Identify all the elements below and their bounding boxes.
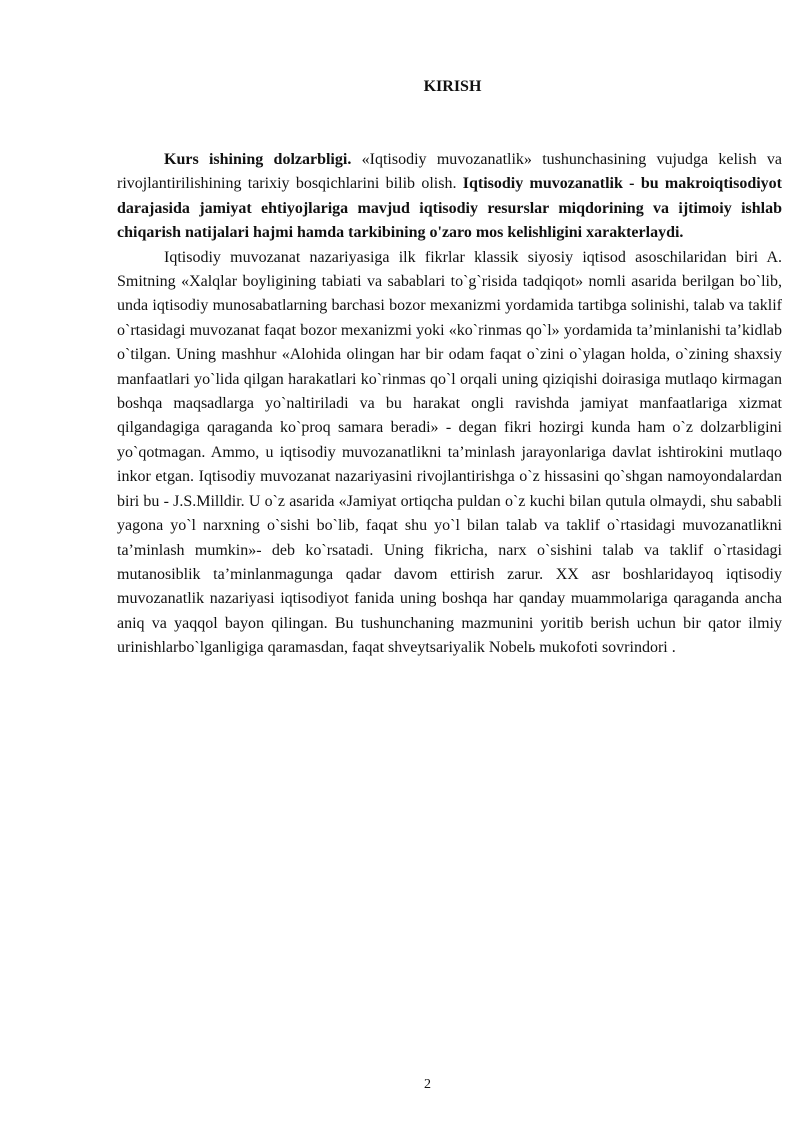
paragraph-relevance [117,148,782,246]
page-title: KIRISH [423,78,482,95]
relevance-text: «Iqtisodiy muvozanatlik» tushunchasining vujudga kelish va rivojlantirilishining tarixiy bosqichlarini bilib olish. [117,151,782,193]
page-number: 2 [424,1077,431,1092]
paragraph-theory: Iqtisodiy muvozanat nazariyasiga ilk fikrlar klassik siyosiy iqtisod asoschilaridan biri A. Smitning «Xalqlar boyligining tabiati va sabablari to`g`risida tadqiqot» nomli asarida berilgan bo`lib, unda iqtisodiy munosabatlarning barchasi bozor mexanizmi yordamida tartibga solinishi, talab va taklif o`rtasidagi muvozanat faqat bozor mexanizmi yoki «ko`rinmas qo`l» yordamida ta’minlanishi ta’kidlab o`tilgan. Uning mashhur «Alohida olingan har bir odam faqat o`zini o`ylagan holda, o`zining shaxsiy manfaatlari yo`lida qilgan harakatlari ko`rinmas qo`l orqali uning qiziqishi doirasiga mutlaqo kirmagan boshqa maqsadlarga yo`naltiriladi va bu harakat ongli ravishda jamiyat manfaatlariga xizmat qilgandagiga qaraganda ko`proq samara beradi» - degan fikri hozirgi kunda ham o`z dolzarbligini yo`qotmagan. Ammo, u iqtisodiy muvozanatlikni ta’minlash jarayonlariga davlat ishtirokini mutlaqo inkor etgan. Iqtisodiy muvozanat nazariyasini rivojlantirishga o`z hissasini qo`shgan namoyondalardan biri bu - J.S.Milldir. U o`z asarida «Jamiyat ortiqcha puldan o`z kuchi bilan qutula olmaydi, shu sababli yagona yo`l narxning o`sishi bo`lib, faqat shu yo`l bilan talab va taklif o`rtasidagi muvozanatlikni ta’minlash mumkin»- deb ko`rsatadi. Uning fikricha, narx o`sishini talab va taklif o`rtasidagi mutanosiblik ta’minlanmagunga qadar davom ettirish zarur. XX asr boshlaridayoq iqtisodiy muvozanatlik nazariyasi iqtisodiyot fanida uning boshqa har qanday muammolariga qaraganda ancha aniq va yaqqol bayon qilingan. Bu tushunchaning mazmunini yoritib berish uchun bir qator ilmiy urinishlarbo`lganligiga qaramasdan, faqat shveytsariyalik Nobelь mukofoti sovrindori . [117,248,782,657]
relevance-heading: Kurs ishining dolzarbligi. [164,151,352,168]
document-body [117,148,782,661]
definition-text: Iqtisodiy muvozanatlik - bu makroiqtisodiyot darajasida jamiyat ehtiyojlariga mavjud iqtisodiy resurslar miqdorining va ijtimoiy ishlab chiqarish natijalari hajmi hamda tarkibining o'zaro mos kelishligini xarakterlaydi. [117,175,782,242]
